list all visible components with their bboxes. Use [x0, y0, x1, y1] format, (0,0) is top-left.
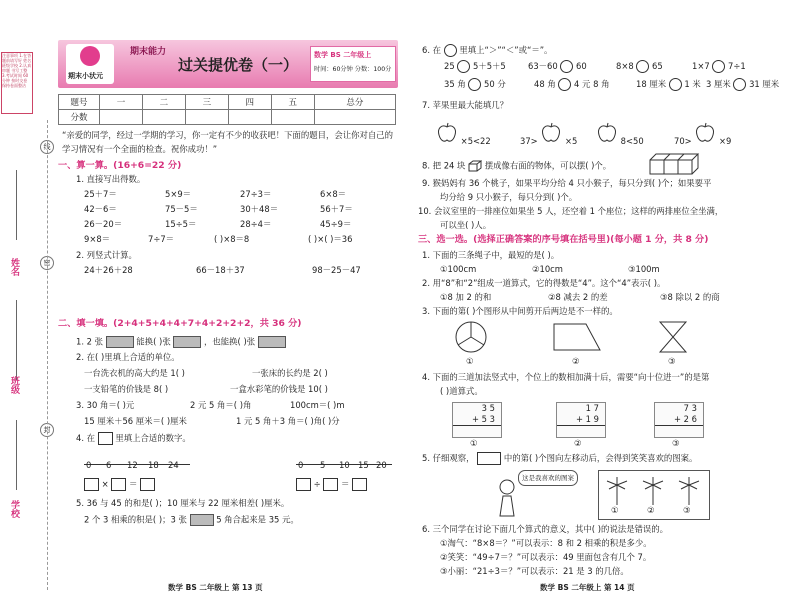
apple-icon [694, 122, 716, 144]
score-cell: 总分 [314, 95, 395, 110]
banknote-icon [258, 336, 286, 348]
operator: × [101, 479, 109, 489]
compare-row-2c [636, 78, 701, 91]
score-input[interactable] [142, 110, 185, 125]
apple-item-3 [596, 122, 644, 147]
calc-item: 25＋7＝ [84, 189, 117, 199]
notice-box: 注意事项 1.在答题前请写好 姓名班级学校 2.认真审题 书写工整 3.考试时间 60分钟 按时交卷 保持卷面整洁 [1, 52, 33, 114]
logo-badge [66, 44, 114, 84]
compare-value: 4 元 8 角 [574, 79, 610, 89]
compare-circle[interactable] [468, 78, 481, 91]
option: ①8 加 2 的和 [440, 292, 492, 302]
score-cell: 题号 [59, 95, 100, 110]
section3-title: 三、选一选。(选择正确答案的序号填在括号里)(每小题 1 分，共 8 分) [418, 234, 709, 245]
compare-value: 60 [576, 61, 587, 71]
compare-row-1 [444, 60, 506, 73]
tree-number: ② [647, 505, 655, 515]
calc-item: 5×9＝ [165, 189, 192, 199]
equation-2 [296, 478, 367, 491]
q8-label [422, 160, 611, 172]
footer-left: 数学 BS 二年级上 第 13 页 [168, 583, 263, 592]
trapezoid-shape [552, 322, 602, 352]
tick-label: 0 [298, 460, 304, 470]
compare-row-1b [528, 60, 587, 73]
tick-label: 24 [168, 460, 179, 470]
s5 [422, 452, 697, 465]
apple-icon [436, 122, 458, 144]
s2: 2. 用“8”和“2”组成一道算式，它的得数是“4”。这个“4”表示( )。 [422, 278, 666, 288]
sum-line: 7 3 [683, 403, 697, 413]
palm-tree-icon [641, 475, 665, 505]
vertical-calc: 66－18＋37 [196, 265, 245, 275]
q2-5-text: 5 角合起来是 35 元。 [216, 514, 299, 525]
score-input[interactable] [100, 110, 143, 125]
tick-label: 0 [86, 460, 92, 470]
score-input[interactable] [271, 110, 314, 125]
compare-circle[interactable] [560, 60, 573, 73]
compare-row-1d [692, 60, 746, 73]
divided-circle-shape [454, 320, 488, 354]
unit-item: 一支铅笔的价钱是 8( ) [84, 384, 169, 394]
vertical-sum-1 [452, 402, 502, 438]
apple-text: ×5 [565, 136, 578, 146]
banknote-icon [106, 336, 134, 348]
apple-icon [596, 122, 618, 144]
binding-strip [0, 0, 52, 599]
answer-box[interactable] [111, 478, 126, 491]
name-line [16, 170, 17, 240]
school-label: 学校 [9, 500, 19, 518]
apple-item-1 [436, 122, 491, 147]
s6: 6. 三个同学在讨论下面几个算式的意义，其中( )的说法是错误的。 [422, 524, 668, 534]
q10b: 可以坐( )人。 [440, 220, 492, 230]
vertical-calc: 98－25－47 [312, 265, 361, 275]
pattern-box [598, 470, 710, 520]
time-line: 时间：60分钟 分数：100分 [314, 66, 392, 73]
cube-icon [468, 160, 482, 172]
name-label: 姓名 [9, 258, 19, 276]
section2-title: 二、填一填。(2+4+5+4+4+7+4+2+2+2，共 36 分) [58, 318, 302, 329]
option: ②笑笑：“49÷7＝？”可以表示：49 里面包含有几个 7。 [440, 552, 652, 562]
apple-text: 70> [674, 136, 692, 146]
girl-icon [494, 478, 520, 518]
compare-row-1c [616, 60, 663, 73]
vertical-calc: 24＋26＋28 [84, 265, 133, 275]
tick-label: 18 [148, 460, 159, 470]
score-input[interactable] [314, 110, 395, 125]
school-line [16, 420, 17, 490]
score-cell: 二 [142, 95, 185, 110]
sum-number: ③ [672, 438, 680, 448]
answer-box[interactable] [140, 478, 155, 491]
header-banner [58, 40, 398, 88]
q2-4-text: 4. 在 [76, 433, 96, 443]
q2-4 [76, 432, 191, 445]
conv-item: 15 厘米＋56 厘米＝( )厘米 [84, 416, 187, 426]
compare-circle[interactable] [733, 78, 746, 91]
q2-2: 2. 在( )里填上合适的单位。 [76, 352, 180, 362]
compare-value: 18 厘米 [636, 79, 667, 89]
q10a: 10. 会议室里的一排座位如果坐 5 人，还空着 1 个座位；这样的两排座位全坐满， [418, 206, 724, 216]
q2-5b [84, 514, 299, 526]
cube-stack-figure [648, 152, 710, 176]
sum-line: 1 7 [585, 403, 599, 413]
q2-5a: 5. 36 与 45 的和是( )；10 厘米与 22 厘米相差( )厘米。 [76, 498, 290, 508]
answer-box[interactable] [296, 478, 311, 491]
operator: ＝ [341, 479, 350, 489]
palm-tree-icon [677, 475, 701, 505]
shape-number: ③ [668, 356, 676, 366]
q2-1 [76, 336, 286, 348]
tick-label: 12 [127, 460, 138, 470]
calc-item: 7÷7＝ [148, 234, 175, 244]
seal-mark-1: 密 [40, 256, 54, 270]
compare-circle[interactable] [558, 78, 571, 91]
s5-text: 中的第( )个图向左移动后，会得到笑笑喜欢的图案。 [503, 453, 698, 463]
tree-number: ③ [683, 505, 691, 515]
q8-text: 8. 把 24 块 [422, 160, 466, 171]
q6-text: 里填上“＞”“＜”或“＝”。 [459, 45, 553, 55]
compare-circle[interactable] [636, 60, 649, 73]
apple-text: 8<50 [620, 136, 644, 146]
speech-bubble: 这是我喜欢的图案 [518, 470, 578, 486]
calc-item: 30＋48＝ [240, 204, 279, 214]
sum-line: + 2 6 [655, 414, 703, 426]
option: ②8 减去 2 的差 [548, 292, 608, 302]
shape-number: ① [466, 356, 474, 366]
calc-item: 28÷4＝ [240, 219, 272, 229]
compare-value: 1×7 [692, 61, 710, 71]
answer-box[interactable] [84, 478, 99, 491]
q2-1-text: 1. 2 张 [76, 336, 104, 347]
vertical-sum-3 [654, 402, 704, 438]
footer-right: 数学 BS 二年级上 第 14 页 [540, 583, 635, 592]
sum-number: ① [470, 438, 478, 448]
class-line [16, 300, 17, 380]
tree-number: ① [611, 505, 619, 515]
calc-item: 15÷5＝ [165, 219, 197, 229]
cut-line [47, 120, 48, 590]
compare-value: 7÷1 [728, 61, 746, 71]
sum-line: + 1 9 [557, 414, 605, 426]
compare-value: 65 [652, 61, 663, 71]
calc-item: 45÷9＝ [320, 219, 352, 229]
score-cell: 一 [100, 95, 143, 110]
badge-bottom: 期末小状元 [68, 72, 103, 80]
apple-item-2 [520, 122, 577, 147]
s4b: ( )道算式。 [440, 386, 483, 396]
operator: ＝ [129, 479, 138, 489]
sum-line: + 5 3 [453, 414, 501, 426]
score-cell: 五 [271, 95, 314, 110]
palm-tree-icon [605, 475, 629, 505]
compare-value: 63－60 [528, 61, 558, 71]
compare-value: 3 厘米 [706, 79, 731, 89]
answer-box [477, 452, 501, 465]
q1-label: 1. 直接写出得数。 [76, 174, 146, 184]
shape-number: ② [572, 356, 580, 366]
q7-label: 7. 苹果里最大能填几？ [422, 100, 509, 110]
q6-label [422, 44, 552, 57]
option: ③100m [628, 264, 660, 274]
calc-item: ( )×( )＝36 [308, 234, 353, 244]
intro-text: “亲爱的同学，经过一学期的学习，你一定有不少的收获吧！下面的题目，会让你对自己的学习情况有一个全面的检查。祝你成功！” [62, 130, 393, 154]
compare-value: 5＋5＋5 [473, 61, 506, 71]
calc-item: 56＋7＝ [320, 204, 353, 214]
page-title: 过关提优卷（一） [178, 56, 299, 74]
conv-item: 2 元 5 角＝( )角 [190, 400, 252, 410]
apple-text: ×5<22 [460, 136, 491, 146]
answer-circle [444, 44, 457, 57]
apple-item-4 [674, 122, 731, 147]
banknote-icon [190, 514, 214, 526]
compare-value: 25 [444, 61, 455, 71]
vertical-sum-2 [556, 402, 606, 438]
compare-value: 48 角 [534, 79, 556, 89]
tick-label: 5 [320, 460, 326, 470]
option: ③8 除以 2 的商 [660, 292, 720, 302]
score-cell: 四 [228, 95, 271, 110]
compare-row-2 [444, 78, 506, 91]
calc-item: 27÷3＝ [240, 189, 272, 199]
tick-label: 20 [376, 460, 387, 470]
conv-item: 3. 30 角＝( )元 [76, 400, 135, 410]
calc-item: 6×8＝ [320, 189, 347, 199]
score-table [58, 94, 396, 125]
calc-item: 75－5＝ [165, 204, 198, 214]
q2-4-text: 里填上合适的数字。 [115, 433, 191, 443]
equation-1 [84, 478, 155, 491]
compare-value: 8×8 [616, 61, 634, 71]
s1: 1. 下面的三条绳子中，最短的是( )。 [422, 250, 560, 260]
answer-box[interactable] [352, 478, 367, 491]
s3: 3. 下面的第( )个图形从中间剪开后两边是不一样的。 [422, 306, 618, 316]
q9b: 均分给 9 只小猴子，每只分到( )个。 [440, 192, 578, 202]
section1-title: 一、算一算。(16+6=22 分) [58, 160, 182, 171]
score-input[interactable] [185, 110, 228, 125]
compare-circle[interactable] [669, 78, 682, 91]
q8-text: 摆成像右面的物体，可以摆( )个。 [484, 160, 612, 171]
s5-text: 5. 仔细观察， [422, 453, 475, 463]
calc-item: 9×8＝ [84, 234, 111, 244]
option: ②10cm [532, 264, 563, 274]
exam-info-box [310, 46, 396, 82]
option: ①淘气：“8×8＝？”可以表示：8 和 2 相乘的积是多少。 [440, 538, 652, 548]
calc-item: 42－6＝ [84, 204, 117, 214]
number-line-1 [84, 448, 194, 472]
unit-item: 一张床的长约是 2( ) [252, 368, 328, 378]
option: ③小丽：“21÷3＝？”可以表示：21 是 3 的几倍。 [440, 566, 629, 576]
conv-item: 1 元 5 角＋3 角＝( )角( )分 [236, 416, 340, 426]
calc-item: 26－20＝ [84, 219, 123, 229]
subject-line: 数学 BS 二年级上 [314, 51, 372, 59]
conv-item: 100cm＝( )m [290, 400, 345, 410]
answer-box[interactable] [323, 478, 338, 491]
apple-text: ×9 [719, 136, 732, 146]
class-label: 班级 [9, 376, 19, 394]
logo-icon [80, 46, 100, 66]
compare-value: 50 分 [484, 79, 506, 89]
calc-item: ( )×8＝8 [214, 234, 250, 244]
seal-mark-2: 封 [40, 423, 54, 437]
score-input[interactable] [228, 110, 271, 125]
score-header-row [59, 95, 396, 110]
number-line-2 [296, 448, 396, 472]
tick-label: 15 [358, 460, 369, 470]
q2-1-text: 能换( )张 [136, 336, 171, 347]
q2-label: 2. 列竖式计算。 [76, 250, 137, 260]
score-cell: 分数 [59, 110, 100, 125]
q9a: 9. 猴妈妈有 36 个桃子，如果平均分给 4 只小猴子，每只分到( )个；如果要平 [422, 178, 712, 188]
q6-text: 6. 在 [422, 45, 442, 55]
option: ①100cm [440, 264, 477, 274]
unit-item: 一盒水彩笔的价钱是 10( ) [230, 384, 328, 394]
sum-line: 3 5 [481, 403, 495, 413]
banknote-icon [173, 336, 201, 348]
apple-icon [540, 122, 562, 144]
answer-box [98, 432, 113, 445]
compare-circle[interactable] [457, 60, 470, 73]
compare-value: 35 角 [444, 79, 466, 89]
compare-value: 31 厘米 [749, 79, 780, 89]
tick-label: 6 [106, 460, 112, 470]
q2-5-text: 2 个 3 相乘的积是( )；3 张 [84, 514, 187, 525]
compare-value: 1 米 [684, 79, 701, 89]
compare-row-2b [534, 78, 609, 91]
score-cell: 三 [185, 95, 228, 110]
hourglass-shape [658, 320, 688, 354]
q2-1-text: ，也能换( )张 [204, 336, 256, 347]
sum-number: ② [574, 438, 582, 448]
seal-mark-3: 线 [40, 140, 54, 154]
s4a: 4. 下面的三道加法竖式中，个位上的数相加满十后，需要“向十位进一”的是第 [422, 372, 710, 382]
score-value-row [59, 110, 396, 125]
girl-illustration [490, 470, 580, 520]
apple-text: 37> [520, 136, 538, 146]
compare-circle[interactable] [712, 60, 725, 73]
unit-item: 一台洗衣机的高大约是 1( ) [84, 368, 185, 378]
compare-row-2d [706, 78, 779, 91]
badge-top: 期末能力 [130, 47, 167, 57]
tick-label: 10 [339, 460, 350, 470]
operator: ÷ [313, 479, 321, 489]
